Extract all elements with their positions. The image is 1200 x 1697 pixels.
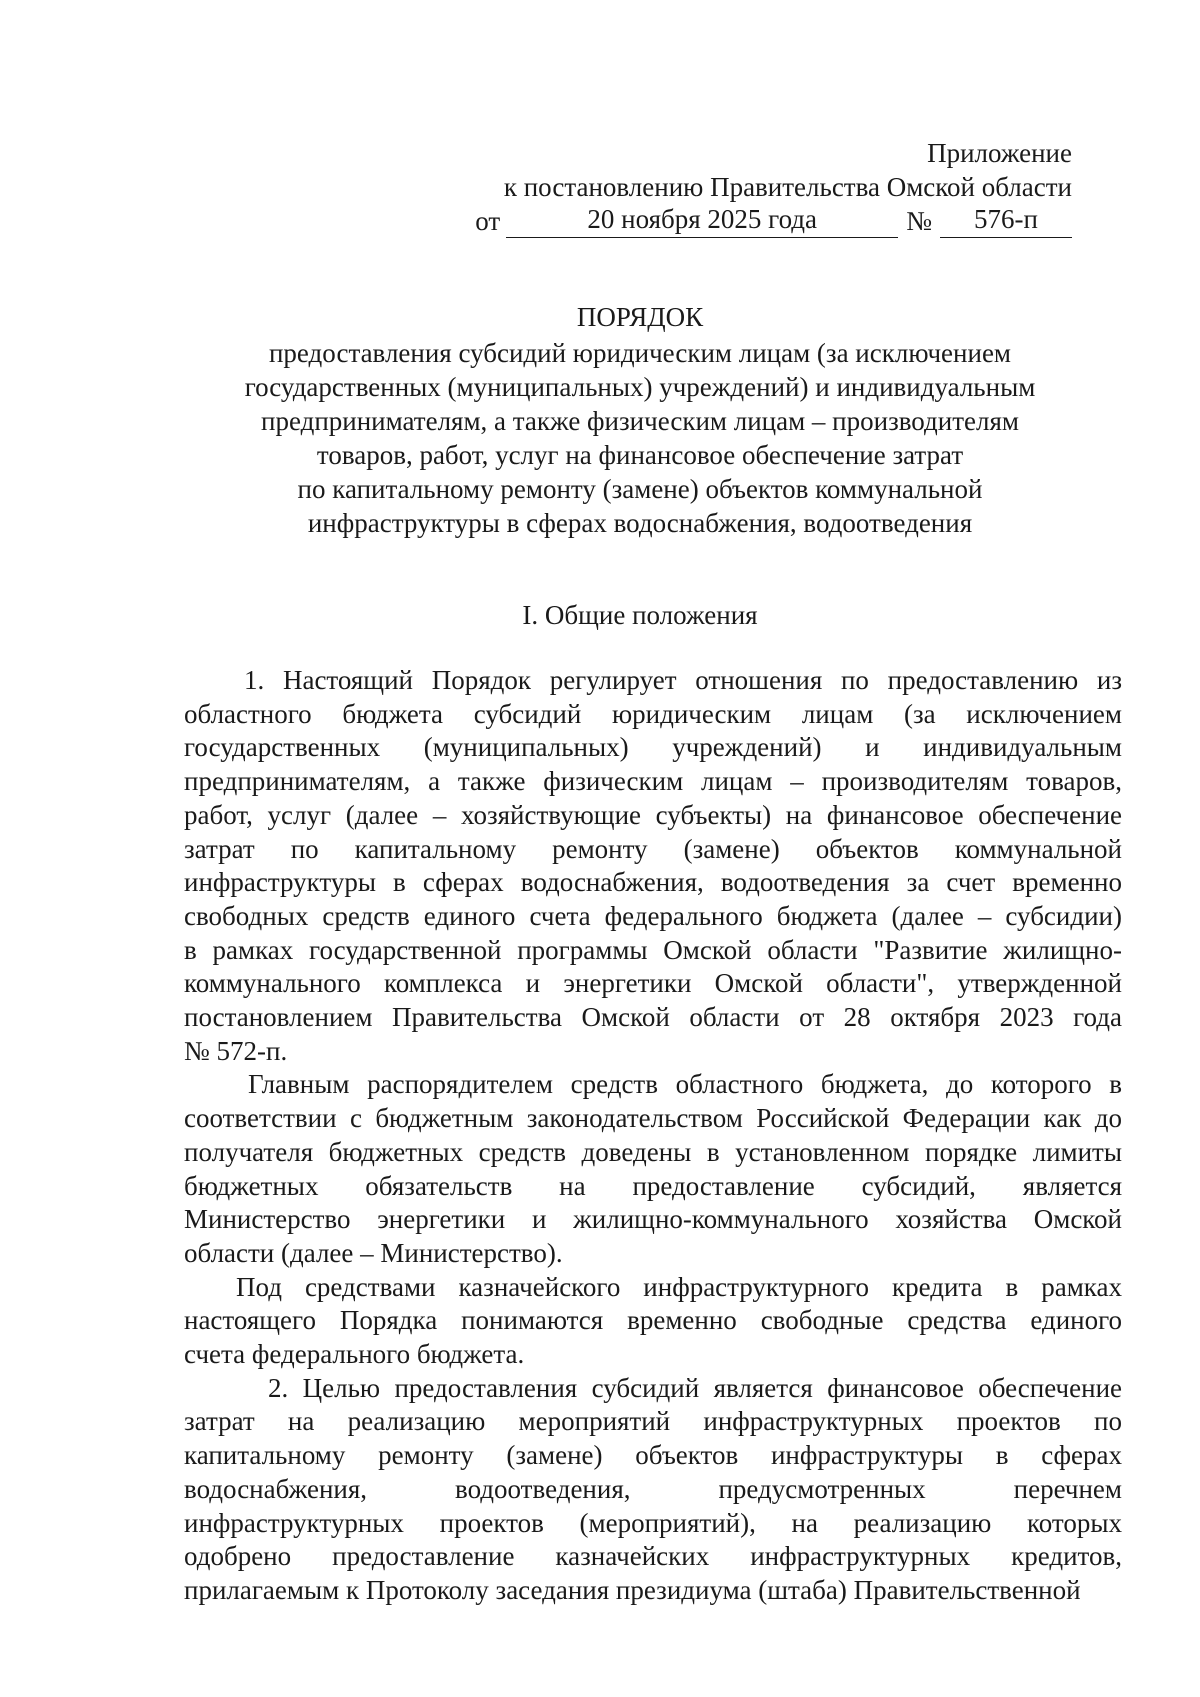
paragraph-line: настоящего Порядка понимаются временно свободные средства единого: [184, 1305, 1122, 1336]
paragraph-line: затрат по капитальному ремонту (замене) объектов коммунальной: [184, 833, 1122, 864]
paragraph-line: Главным распорядителем средств областного бюджета, до которого в: [248, 1069, 1122, 1100]
paragraph-line: предпринимателям, а также физическим лицам – производителям товаров,: [184, 766, 1122, 797]
document-subtitle: [160, 336, 1120, 540]
paragraph-line: работ, услуг (далее – хозяйствующие субъекты) на финансовое обеспечение: [184, 799, 1122, 830]
paragraph-line: коммунального комплекса и энергетики Омской области", утвержденной: [184, 968, 1122, 999]
paragraph-line: Министерство энергетики и жилищно-коммунального хозяйства Омской: [184, 1204, 1122, 1235]
subtitle-line: по капитальному ремонту (замене) объектов коммунальной: [297, 474, 983, 504]
paragraph: [184, 1068, 1122, 1270]
resolution-reference: к постановлению Правительства Омской области: [503, 172, 1072, 202]
subtitle-line: предпринимателям, а также физическим лицам – производителям: [261, 406, 1019, 436]
paragraph-line: области (далее – Министерство).: [184, 1237, 563, 1268]
resolution-date-number-row: [472, 204, 1072, 238]
paragraph-line: бюджетных обязательств на предоставление субсидий, является: [184, 1170, 1122, 1201]
paragraph-line: прилагаемым к Протоколу заседания президиума (штаба) Правительственной: [184, 1574, 1081, 1605]
subtitle-line: инфраструктуры в сферах водоснабжения, водоотведения: [307, 508, 973, 538]
paragraph-line: в рамках государственной программы Омской области "Развитие жилищно-: [184, 934, 1122, 965]
resolution-number: 576-п: [940, 204, 1072, 238]
section-heading: I. Общие положения: [522, 600, 758, 630]
paragraph-line: свободных средств единого счета федерального бюджета (далее – субсидии): [184, 900, 1122, 931]
appendix-header: [472, 136, 1072, 238]
appendix-label: Приложение: [927, 138, 1072, 168]
paragraph-line: соответствии с бюджетным законодательством Российской Федерации как до: [184, 1103, 1122, 1134]
paragraph-line: одобрено предоставление казначейских инфраструктурных кредитов,: [184, 1541, 1122, 1572]
paragraph-line: получателя бюджетных средств доведены в установленном порядке лимиты: [184, 1136, 1122, 1167]
resolution-date: 20 ноября 2025 года: [506, 204, 898, 238]
paragraph-line: государственных (муниципальных) учреждений) и индивидуальным: [184, 732, 1122, 763]
paragraph-line: инфраструктурных проектов (мероприятий), на реализацию которых: [184, 1507, 1122, 1538]
subtitle-line: государственных (муниципальных) учреждений) и индивидуальным: [244, 372, 1036, 402]
subtitle-line: товаров, работ, услуг на финансовое обеспечение затрат: [316, 440, 964, 470]
paragraph-line: 1. Настоящий Порядок регулирует отношения по предоставлению из: [244, 665, 1122, 695]
from-label: от: [475, 206, 501, 236]
paragraph-line: инфраструктуры в сферах водоснабжения, водоотведения за счет временно: [184, 867, 1122, 898]
paragraph-line: областного бюджета субсидий юридическим лицам (за исключением: [184, 698, 1122, 729]
paragraph-line: счета федерального бюджета.: [184, 1339, 525, 1370]
paragraph-line: постановлением Правительства Омской области от 28 октября 2023 года: [184, 1002, 1122, 1033]
paragraph-line: капитальному ремонту (замене) объектов инфраструктуры в сферах: [184, 1440, 1122, 1471]
subtitle-line: предоставления субсидий юридическим лицам (за исключением: [268, 338, 1012, 368]
paragraph-line: 2. Целью предоставления субсидий является финансовое обеспечение: [268, 1372, 1122, 1403]
document-body: [184, 664, 1122, 1608]
paragraph-line: Под средствами казначейского инфраструктурного кредита в рамках: [236, 1271, 1122, 1302]
paragraph: [184, 1372, 1122, 1608]
paragraph-line: № 572-п.: [184, 1035, 288, 1066]
paragraph-line: водоснабжения, водоотведения, предусмотренных перечнем: [184, 1473, 1122, 1504]
paragraph-line: затрат на реализацию мероприятий инфраструктурных проектов по: [184, 1406, 1122, 1437]
paragraph: [184, 664, 1122, 1068]
number-label: №: [906, 206, 932, 236]
paragraph: [184, 1271, 1122, 1372]
document-title: ПОРЯДОК: [576, 302, 704, 332]
